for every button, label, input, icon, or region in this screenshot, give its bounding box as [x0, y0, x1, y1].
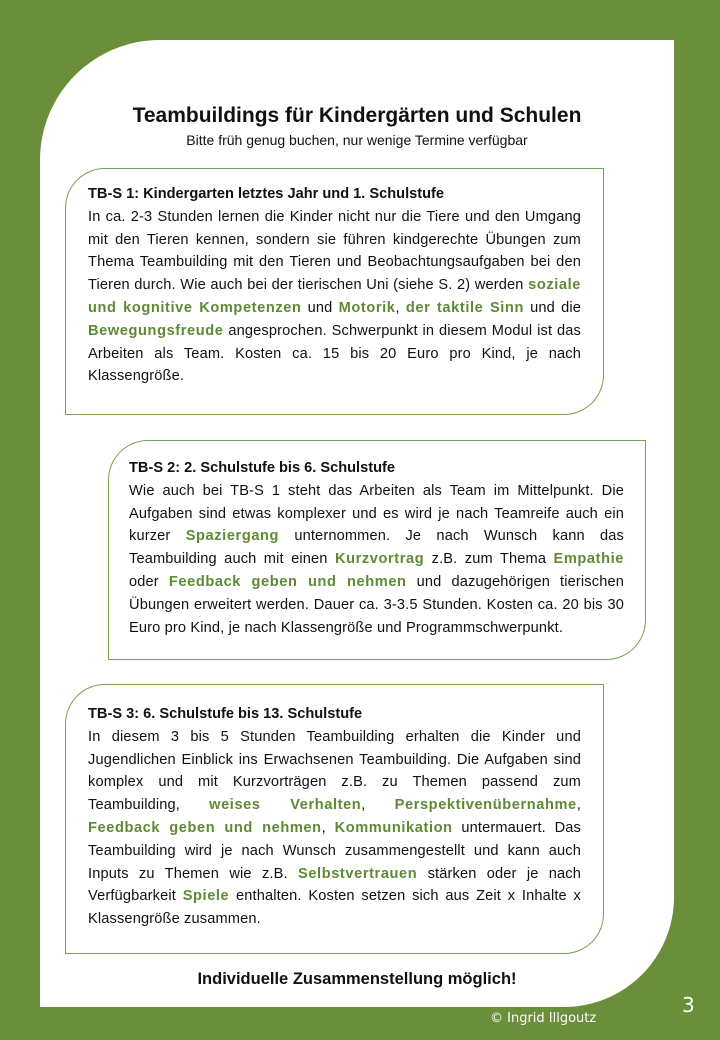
page-card — [40, 40, 674, 1007]
text-segment: unternommen. Je nach Wunsch kann das Teambuilding auch mit einen — [129, 528, 624, 568]
highlight-term: Selbstvertrauen — [297, 865, 418, 882]
copyright-text: © Ingrid Illgoutz — [490, 1011, 597, 1026]
module-box-tbs3 — [65, 684, 604, 954]
module-box-tbs1 — [65, 168, 604, 415]
text-segment: enthalten. Kosten setzen sich aus Zeit x Inhalte x Klassengröße zusammen. — [88, 888, 581, 928]
highlight-term: Empathie — [553, 551, 624, 568]
text-segment: oder — [129, 573, 169, 590]
highlight-term: Feedback geben und nehmen — [168, 573, 407, 590]
page-subtitle: Bitte früh genug buchen, nur wenige Termine verfügbar — [186, 132, 528, 148]
text-segment: und die — [523, 299, 581, 316]
module-heading: TB-S 2: 2. Schulstufe bis 6. Schulstufe — [129, 460, 395, 476]
text-segment: angesprochen. Schwerpunkt in diesem Modul ist das Arbeiten als Team. Kosten ca. 15 bis 20 Euro pro Kind, je nach Klassengröße. — [88, 322, 581, 385]
highlight-term: Spaziergang — [185, 528, 280, 545]
highlight-term: Kommunikation — [334, 819, 453, 836]
module-text — [129, 480, 624, 640]
highlight-term: der taktile Sinn — [405, 299, 524, 316]
text-segment: In diesem 3 bis 5 Stunden Teambuilding erhalten die Kinder und Jugendlichen Einblick ins Erwachsenen Teambuilding. Die Aufgaben sind komplex und mit Kurzvorträgen z.B. zu Themen passend zum Teambuilding, — [88, 728, 581, 814]
highlight-term: Feedback geben und nehmen — [88, 819, 322, 836]
page-title: Teambuildings für Kindergärten und Schulen — [132, 104, 582, 127]
text-segment: und dazugehörigen tierischen Übungen erweitert werden. Dauer ca. 3-3.5 Stunden. Kosten ca. 20 bis 30 Euro pro Kind, je nach Klassengröße und Programmschwerpunkt. — [129, 573, 624, 636]
text-segment: In ca. 2-3 Stunden lernen die Kinder nicht nur die Tiere und den Umgang mit den Tieren kennen, sondern sie führen kindgerechte Übungen zum Thema Teambuilding mit den Tieren und Beobachtungsaufgaben bei den Tieren durch. Wie auch bei der tierischen Uni (siehe S. 2) werden — [88, 208, 581, 294]
text-segment: , — [361, 797, 395, 814]
text-segment: Wie auch bei TB-S 1 steht das Arbeiten als Team im Mittelpunkt. Die Aufgaben sind etwas komplexer und es wird je nach Teamreife auch ein kurzer — [129, 482, 624, 545]
page-number: 3 — [682, 993, 695, 1017]
text-segment: , — [321, 819, 335, 836]
highlight-term: weises Verhalten — [209, 797, 362, 814]
text-segment: , — [576, 797, 581, 814]
footer-note: Individuelle Zusammenstellung möglich! — [197, 970, 517, 988]
module-heading: TB-S 3: 6. Schulstufe bis 13. Schulstufe — [88, 706, 363, 722]
highlight-term: Perspektivenübernahme — [394, 797, 577, 814]
text-segment: z.B. zum Thema — [424, 551, 554, 568]
module-box-tbs2 — [108, 440, 646, 660]
module-heading: TB-S 1: Kindergarten letztes Jahr und 1. Schulstufe — [88, 186, 444, 202]
text-segment: und — [301, 299, 339, 316]
highlight-term: Spiele — [182, 888, 230, 905]
text-segment: untermauert. Das Teambuilding wird je nach Wunsch zusammengestellt und kann auch Inputs zu Themen wie z.B. — [88, 819, 581, 882]
text-segment: stärken oder je nach Verfügbarkeit — [88, 865, 581, 905]
module-text — [88, 206, 581, 388]
highlight-term: Bewegungsfreude — [88, 322, 224, 339]
module-text — [88, 726, 581, 931]
text-segment: , — [395, 299, 406, 316]
highlight-term: Motorik — [338, 299, 396, 316]
highlight-term: soziale und kognitive Kompetenzen — [88, 277, 581, 316]
highlight-term: Kurzvortrag — [334, 551, 425, 568]
